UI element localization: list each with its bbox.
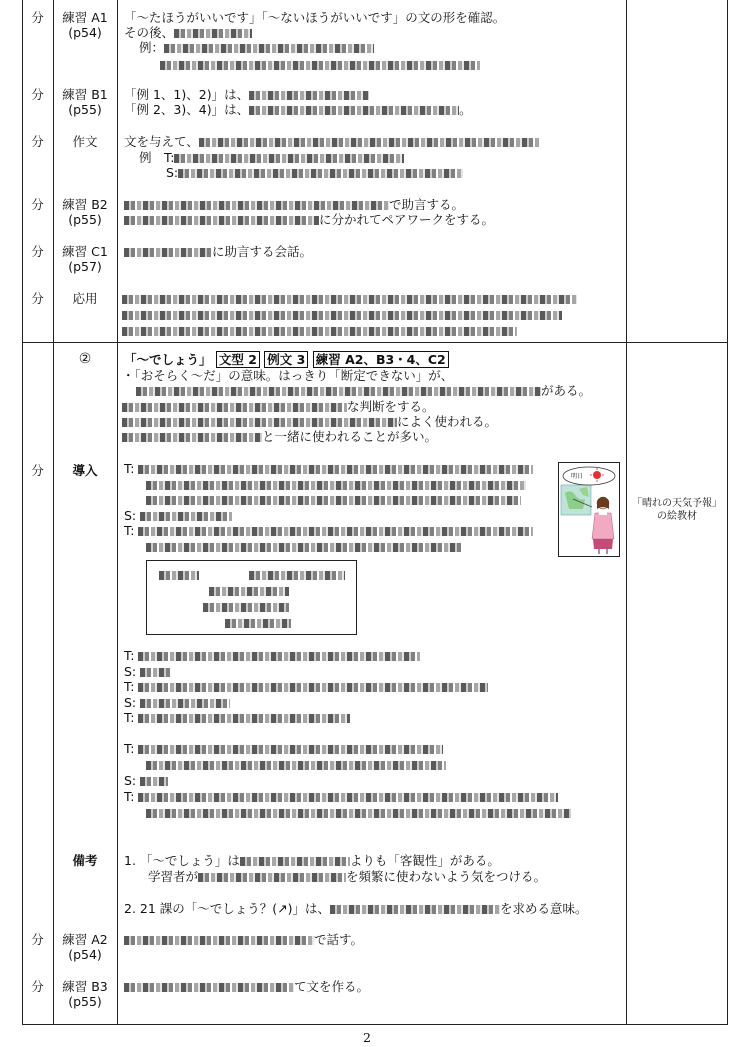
redacted-text (124, 248, 212, 257)
b1-line2-end: 。 (459, 102, 472, 117)
b3-line (124, 979, 369, 994)
speaker-teacher: T: (124, 461, 135, 476)
speaker-teacher: T: (124, 523, 135, 538)
point-3 (122, 414, 497, 429)
a1-example-label: 例： (139, 40, 165, 55)
activity-page: (p54) (68, 25, 102, 40)
time-cell: 分 (31, 87, 44, 102)
redacted-text (122, 327, 517, 336)
redacted-text (178, 169, 463, 178)
a2-line-end: で話す。 (314, 932, 364, 947)
redacted-text (159, 571, 199, 580)
example-box-text (225, 615, 291, 630)
dialog-line (124, 710, 350, 725)
time-cell: 分 (31, 10, 44, 25)
tag-bunkei: 文型 2 (216, 351, 260, 368)
redacted-text (140, 668, 170, 677)
activity-page: (p57) (68, 259, 102, 274)
material-note-line2: の絵教材 (657, 511, 697, 522)
redacted-text (240, 857, 350, 866)
sakubun-example-student: S: (166, 165, 179, 180)
remark-1-line2-text: 学習者が (148, 869, 199, 884)
time-cell: 分 (31, 979, 44, 994)
activity-page: (p55) (68, 102, 102, 117)
remark-1-line2-end: を頻繁に使わないよう気をつける。 (346, 869, 547, 884)
activity-cell: 応用 (72, 291, 98, 306)
dialog-line (146, 805, 571, 820)
redacted-text (225, 619, 291, 628)
redacted-text (146, 481, 526, 490)
b2-line2 (124, 212, 494, 227)
b1-line1 (124, 87, 369, 102)
a1-line2 (124, 25, 252, 40)
example-box-text (209, 583, 289, 598)
point-2-end: な判断をする。 (347, 399, 435, 414)
time-cell: 分 (31, 291, 44, 306)
redacted-text (122, 311, 562, 320)
redacted-text (140, 777, 168, 786)
dialog-line (124, 679, 488, 694)
dialog-line (124, 664, 170, 679)
dialog-line (146, 757, 446, 772)
remark-1-text: 1. 「～でしょう」は (124, 853, 240, 868)
sakubun-line2 (139, 150, 404, 165)
dialog-line (124, 508, 232, 523)
speaker-student: S: (124, 773, 137, 788)
redacted-text (140, 512, 232, 521)
redacted-text (146, 543, 461, 552)
dialog-line (124, 523, 533, 538)
redacted-text (122, 295, 577, 304)
redacted-text (198, 873, 346, 882)
redacted-text (146, 809, 571, 818)
speaker-student: S: (124, 508, 137, 523)
dialog-line (124, 461, 533, 476)
remark-1 (124, 853, 500, 868)
b2-line2-end: に分かれてペアワークをする。 (319, 212, 495, 227)
redacted-text (136, 387, 541, 396)
column-divider (117, 0, 118, 1024)
redacted-text (122, 433, 262, 442)
ouyou-content (122, 323, 517, 338)
redacted-text (124, 201, 389, 210)
speaker-teacher: T: (124, 648, 135, 663)
speaker-student: S: (124, 695, 137, 710)
point-2 (122, 399, 435, 414)
redacted-text (330, 905, 500, 914)
remark-2-end: を求める意味。 (500, 901, 588, 916)
a2-line (124, 932, 363, 947)
tag-reibun: 例文 3 (264, 351, 308, 368)
example-box (146, 560, 357, 635)
redacted-text (122, 403, 347, 412)
example-box-text (203, 599, 289, 614)
tag-renshu: 練習 A2、B3・4、C2 (313, 351, 449, 368)
remarks-label: 備考 (72, 853, 98, 868)
redacted-text (138, 793, 558, 802)
row-divider (23, 342, 727, 343)
redacted-text (199, 138, 539, 147)
intro-label: 導入 (72, 463, 98, 478)
dialog-line (146, 492, 521, 507)
redacted-text (164, 44, 374, 53)
c1-line1 (124, 244, 312, 259)
b1-line2 (124, 102, 472, 117)
redacted-text (122, 418, 397, 427)
sakubun-line3 (166, 165, 463, 180)
dialog-line (124, 773, 168, 788)
activity-cell: 練習 C1 (62, 244, 108, 259)
redacted-text (203, 603, 289, 612)
point-3-end: によく使われる。 (397, 414, 498, 429)
redacted-text (146, 496, 521, 505)
activity-page: (p54) (68, 947, 102, 962)
remark-1-line2 (148, 869, 546, 884)
redacted-text (174, 29, 252, 38)
a1-line3 (139, 40, 374, 55)
dialog-line (146, 539, 461, 554)
section-number: ② (78, 351, 92, 367)
speaker-teacher: T: (124, 710, 135, 725)
weather-forecast-illustration (558, 462, 620, 557)
activity-cell: 練習 B2 (62, 197, 108, 212)
time-cell: 分 (31, 932, 44, 947)
activity-page: (p55) (68, 994, 102, 1009)
point-1-cont (136, 383, 591, 398)
b1-line1-text: 「例 1、1)、2)」は、 (124, 87, 250, 102)
weather-forecaster-icon (559, 463, 619, 556)
section-heading-text: 「～でしょう」 (124, 352, 212, 367)
remark-2 (124, 901, 588, 916)
activity-cell: 作文 (72, 134, 98, 149)
redacted-text (209, 587, 289, 596)
redacted-text (124, 983, 294, 992)
speaker-teacher: T: (124, 679, 135, 694)
example-box-text (159, 567, 345, 582)
redacted-text (146, 761, 446, 770)
redacted-text (138, 465, 533, 474)
sakubun-line1 (124, 134, 539, 149)
activity-cell: 練習 B3 (62, 979, 108, 994)
sakubun-line1-text: 文を与えて、 (124, 134, 199, 149)
redacted-text (249, 91, 369, 100)
redacted-text (249, 106, 459, 115)
activity-cell: 練習 B1 (62, 87, 108, 102)
b2-line1-end: で助言する。 (389, 197, 465, 212)
b2-line1 (124, 197, 464, 212)
point-4-end: と一緒に使われることが多い。 (262, 429, 438, 444)
redacted-text (140, 699, 230, 708)
point-1: ・「おそらく～だ」の意味。はっきり「断定できない」が、 (122, 368, 454, 383)
c1-line1-end: に助言する会話。 (212, 244, 313, 259)
point-1-end: がある。 (541, 383, 592, 398)
b1-line2-text: 「例 2、3)、4)」は、 (124, 102, 250, 117)
page-number: 2 (363, 1030, 371, 1045)
time-cell: 分 (31, 463, 44, 478)
a1-line1: 「～たほうがいいです」「～ないほうがいいです」の文の形を確認。 (124, 10, 506, 25)
redacted-text (174, 154, 404, 163)
ouyou-content (122, 291, 577, 306)
time-cell: 分 (31, 244, 44, 259)
redacted-text (138, 652, 420, 661)
redacted-text (124, 216, 319, 225)
speaker-teacher: T: (124, 741, 135, 756)
time-cell: 分 (31, 134, 44, 149)
dialog-line (124, 741, 443, 756)
dialog-line (124, 789, 558, 804)
redacted-text (138, 527, 533, 536)
activity-cell: 練習 A2 (62, 932, 108, 947)
redacted-text (138, 745, 443, 754)
remark-2-text: 2. 21 課の「～でしょう？(↗)」は、 (124, 901, 331, 916)
material-note-line1: 「晴れの天気予報」 (632, 498, 722, 509)
column-divider (53, 0, 54, 1024)
redacted-text (138, 714, 350, 723)
redacted-text (124, 936, 314, 945)
a1-line2-text: その後、 (124, 25, 175, 40)
redacted-text (138, 683, 488, 692)
dialog-line (124, 648, 420, 663)
remark-1-end: よりも「客観性」がある。 (349, 853, 500, 868)
speaker-teacher: T: (124, 789, 135, 804)
speaker-student: S: (124, 664, 137, 679)
picture-caption: 明日 (571, 473, 584, 480)
ouyou-content (122, 307, 562, 322)
section-heading (124, 352, 449, 367)
dialog-line (124, 695, 230, 710)
a1-line4 (160, 57, 480, 72)
activity-cell: 練習 A1 (62, 10, 108, 25)
redacted-text (160, 61, 480, 70)
point-4 (122, 429, 437, 444)
sakubun-example-teacher: 例 T: (139, 150, 175, 165)
redacted-text (249, 571, 345, 580)
time-cell: 分 (31, 197, 44, 212)
activity-page: (p55) (68, 212, 102, 227)
b3-line-end: て文を作る。 (294, 979, 370, 994)
dialog-line (146, 477, 526, 492)
